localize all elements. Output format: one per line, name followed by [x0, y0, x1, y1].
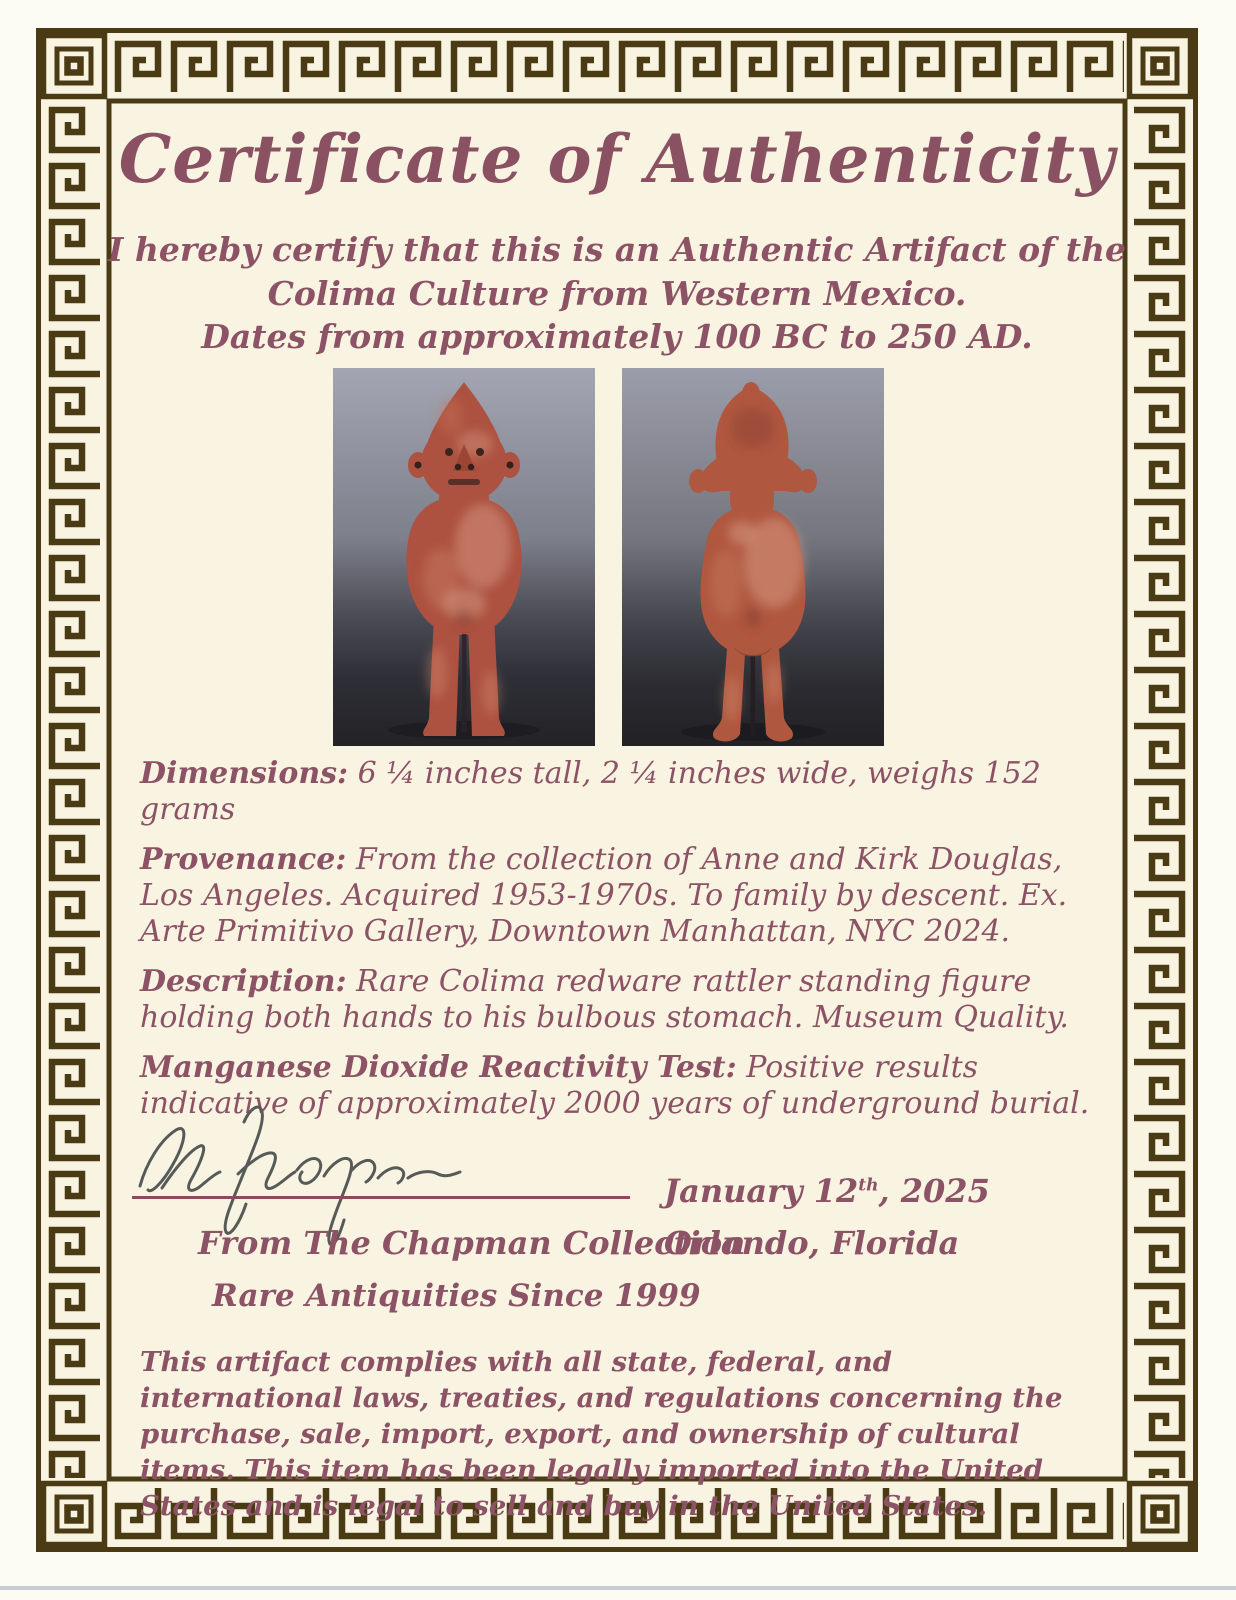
scan-edge-artifact: [0, 1586, 1236, 1590]
dimensions-label: Dimensions:: [140, 756, 349, 791]
description-text: Rare Colima redware rattler standing figure holding both hands to his bulbous stomach. Museum Quality.: [140, 964, 1069, 1035]
certificate-title: Certificate of Authenticity: [118, 120, 1116, 198]
certify-line-1: I hereby certify that this is an Authentic Artifact of the: [107, 230, 1127, 269]
certify-line-2: Colima Culture from Western Mexico.: [267, 273, 967, 313]
collection-tagline: Rare Antiquities Since 1999: [212, 1278, 701, 1314]
artifact-photo-back: [622, 368, 884, 746]
certification-statement: [36, 228, 1198, 359]
legal-compliance-text: This artifact complies with all state, federal, and international laws, treaties, and regulations concerning the purchase, sale, import, export, and ownership of cultural items. This item has been legally imported into the United States and is legal to sell and buy in the United States.: [140, 1345, 1063, 1522]
provenance-paragraph: [140, 842, 1106, 950]
description-paragraph: [140, 964, 1106, 1036]
collection-location: Orlando, Florida: [664, 1224, 960, 1262]
provenance-text: From the collection of Anne and Kirk Douglas, Los Angeles. Acquired 1953-1970s. To family by descent. Ex. Arte Primitivo Gallery, Downtown Manhattan, NYC 2024.: [140, 842, 1068, 949]
reactivity-test-text: Positive results indicative of approximately 2000 years of underground burial.: [140, 1050, 1090, 1121]
artifact-photo-front: [333, 368, 595, 746]
dimensions-paragraph: [140, 756, 1106, 828]
signature-line: [132, 1196, 630, 1199]
reactivity-test-label: Manganese Dioxide Reactivity Test:: [140, 1050, 737, 1085]
description-label: Description:: [140, 964, 347, 999]
date-ordinal: th: [858, 1175, 879, 1196]
provenance-label: Provenance:: [140, 842, 347, 877]
dimensions-text: 6 ¼ inches tall, 2 ¼ inches wide, weighs 152 grams: [140, 756, 1041, 827]
certificate: [36, 28, 1198, 1552]
certify-line-3: Dates from approximately 100 BC to 250 AD.: [201, 317, 1033, 357]
collection-name: From The Chapman Collection: [198, 1224, 746, 1262]
certificate-date: January 12th, 2025: [664, 1172, 990, 1210]
artifact-details: [140, 756, 1106, 1136]
